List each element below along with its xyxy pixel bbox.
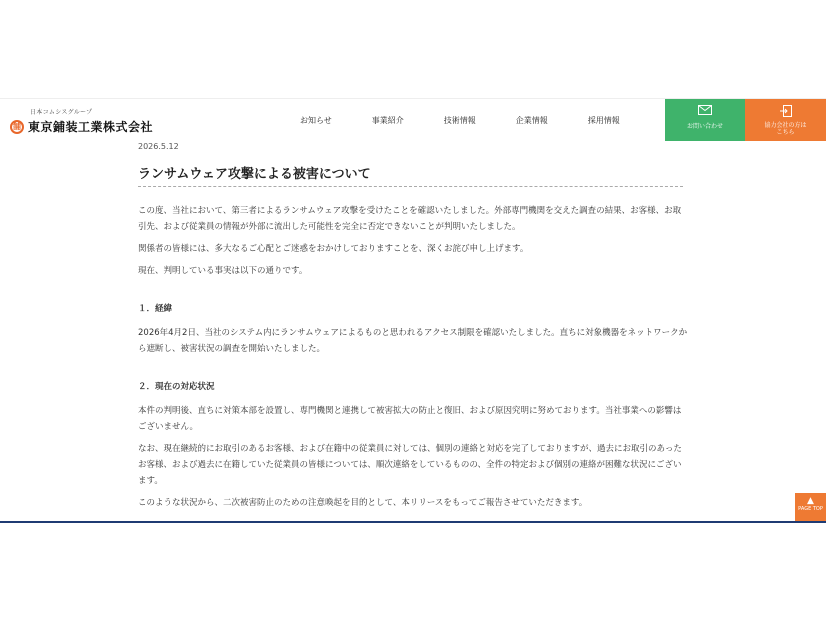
partner-label-line2: こちら <box>776 129 795 136</box>
nav-recruit[interactable]: 採用情報 <box>587 116 620 125</box>
main-nav <box>300 115 660 126</box>
company-name: 東京鋪装工業株式会社 <box>28 120 154 134</box>
nav-technology[interactable]: 技術情報 <box>443 116 476 125</box>
nav-news[interactable]: お知らせ <box>300 116 332 125</box>
login-icon <box>745 105 826 120</box>
nav-business[interactable]: 事業紹介 <box>371 116 404 125</box>
contact-button[interactable] <box>665 99 745 141</box>
mail-icon <box>665 105 745 118</box>
section-heading: ２．現在の対応状況 <box>138 382 215 392</box>
paragraph: 現在、判明している事実は以下の通りです。 <box>138 266 308 276</box>
paragraph: この度、当社において、第三者によるランサムウェア攻撃を受けたことを確認いたしました。外部専門機関を交えた調査の結果、お客様、お取引先、および従業員の情報が外部に流出した可能性を完全に否定できないことが判明いたしました。 <box>138 206 682 232</box>
paragraph: 関係者の皆様には、多大なるご心配とご迷惑をおかけしておりますことを、深くお詫び申し上げます。 <box>138 244 529 254</box>
section-heading: １．経緯 <box>138 304 173 314</box>
site-logo[interactable] <box>10 107 153 135</box>
nav-company[interactable]: 企業情報 <box>515 116 548 125</box>
partner-button[interactable] <box>745 99 826 141</box>
group-name: 日本コムシスグループ <box>30 109 93 116</box>
browser-viewport <box>0 98 826 523</box>
logo-mark-icon: 舗 <box>10 120 24 134</box>
partner-label-line1: 協力会社の方は <box>764 122 807 129</box>
title-divider <box>138 186 683 187</box>
page-top-button[interactable] <box>795 493 826 521</box>
arrow-up-icon: ▲ <box>807 496 814 506</box>
contact-label: お問い合わせ <box>686 123 723 130</box>
paragraph: なお、現在継続的にお取引のあるお客様、および在籍中の従業員に対しては、個別の連絡と対応を完了しておりますが、過去にお取引のあったお客様、および過去に在籍していた従業員の皆様については、順次連絡をしているものの、全件の特定および個別の連絡が困難な状況にございます。 <box>138 444 682 486</box>
paragraph: このような状況から、二次被害防止のための注意喚起を目的として、本リリースをもってご報告させていただきます。 <box>138 498 588 508</box>
article-date: 2026.5.12 <box>138 142 179 151</box>
paragraph: 本件の判明後、直ちに対策本部を設置し、専門機関と連携して被害拡大の防止と復旧、および原因究明に努めております。当社事業への影響はございません。 <box>138 406 682 432</box>
page-top-label: PAGE TOP <box>798 506 823 512</box>
article-title: ランサムウェア攻撃による被害について <box>138 167 371 182</box>
site-header <box>0 99 826 141</box>
article-body <box>138 203 688 517</box>
paragraph: 2026年4月2日、当社のシステム内にランサムウェアによるものと思われるアクセス制限を確認いたしました。直ちに対象機器をネットワークから遮断し、被害状況の調査を開始いたしました。 <box>138 328 688 354</box>
